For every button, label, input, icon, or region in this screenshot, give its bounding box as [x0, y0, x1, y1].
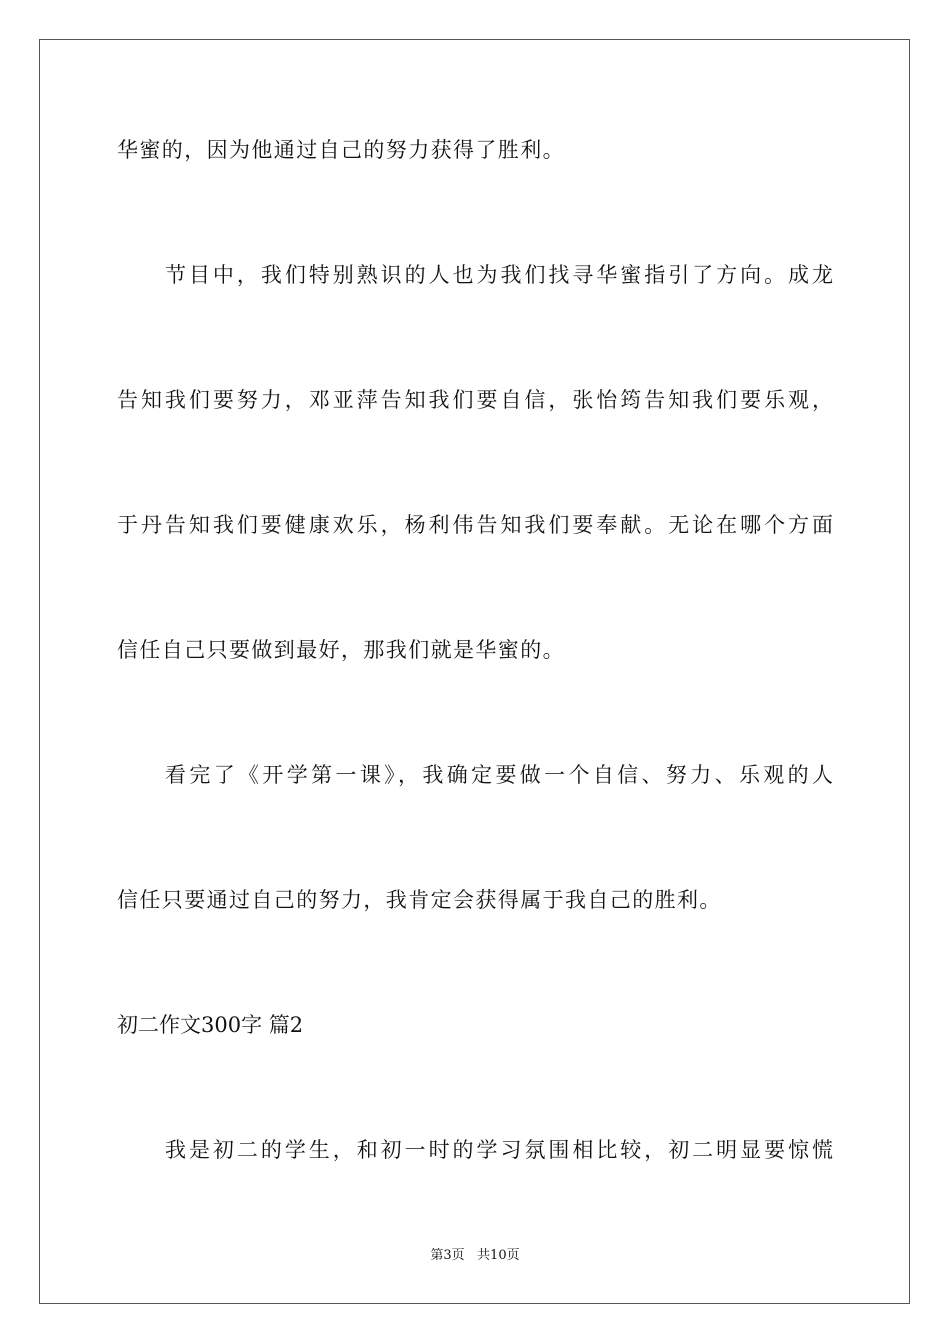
paragraph-line: 于丹告知我们要健康欢乐，杨利伟告知我们要奉献。无论在哪个方面	[117, 513, 833, 537]
paragraph-line: 信任只要通过自己的努力，我肯定会获得属于我自己的胜利。	[117, 888, 722, 912]
page-number-footer: 第3页 共10页	[430, 1248, 520, 1263]
paragraph-line: 华蜜的，因为他通过自己的努力获得了胜利。	[117, 138, 565, 162]
section-heading: 初二作文300字 篇2	[117, 1013, 304, 1037]
page-frame	[39, 39, 910, 1304]
paragraph-line: 告知我们要努力，邓亚萍告知我们要自信，张怡筠告知我们要乐观，	[117, 388, 833, 412]
paragraph-line: 信任自己只要做到最好，那我们就是华蜜的。	[117, 638, 565, 662]
paragraph-line: 节目中，我们特别熟识的人也为我们找寻华蜜指引了方向。成龙	[165, 263, 833, 287]
paragraph-line: 看完了《开学第一课》，我确定要做一个自信、努力、乐观的人	[165, 763, 833, 787]
paragraph-line: 我是初二的学生，和初一时的学习氛围相比较，初二明显要惊慌	[165, 1138, 833, 1162]
